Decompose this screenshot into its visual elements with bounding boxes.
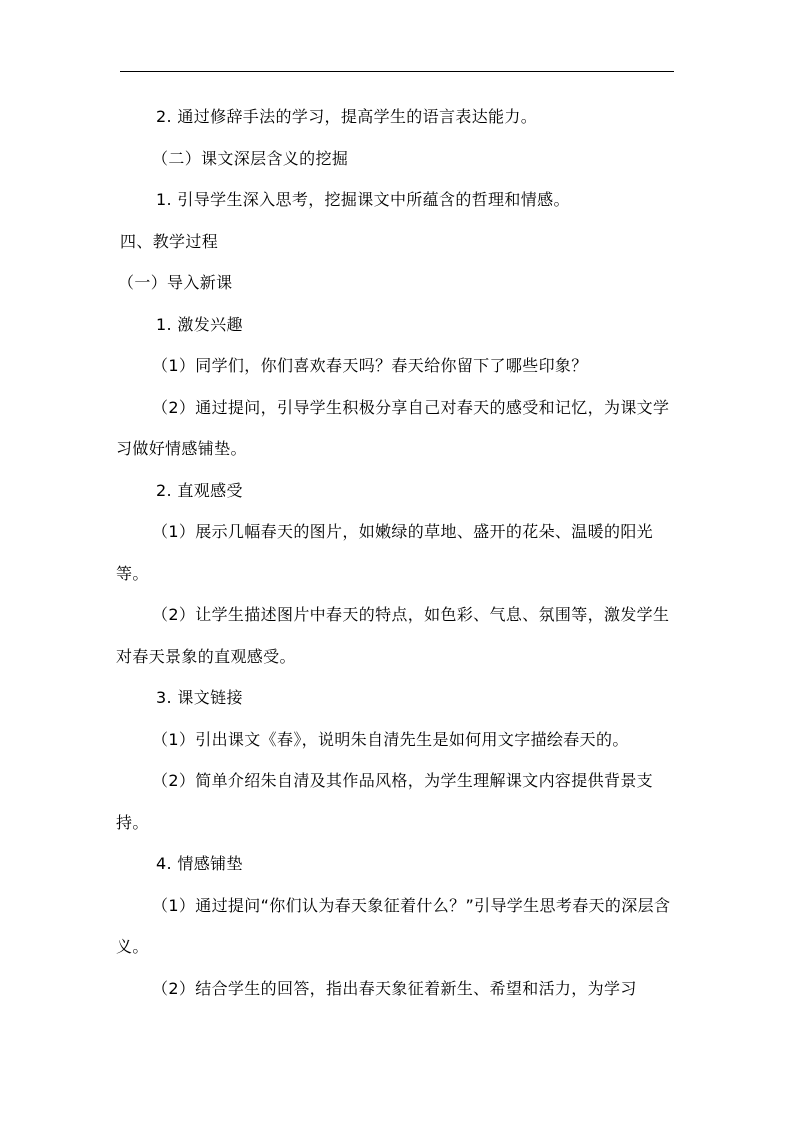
paragraph-link-2: （2）简单介绍朱自清及其作品风格，为学生理解课文内容提供背景支持。: [116, 771, 654, 832]
document-body: [116, 96, 674, 1009]
paragraph-emotion-1: （1）通过提问“你们认为春天象征着什么？”引导学生思考春天的深层含义。: [116, 895, 671, 956]
heading-text-link: 3. 课文链接: [156, 688, 243, 707]
heading-teaching-process: 四、教学过程: [120, 231, 219, 251]
heading-introduction: （一）导入新课: [118, 273, 233, 292]
paragraph-interest-2: （2）通过提问，引导学生积极分享自己对春天的感受和记忆，为课文学习做好情感铺垫。: [116, 397, 670, 458]
paragraph-link-1: （1）引出课文《春》，说明朱自清先生是如何用文字描绘春天的。: [152, 729, 629, 749]
paragraph-emotion-2: （2）结合学生的回答，指出春天象征着新生、希望和活力，为学习: [152, 978, 637, 998]
paragraph-visual-2: （2）让学生描述图片中春天的特点，如色彩、气息、氛围等，激发学生对春天景象的直观感受。: [116, 605, 670, 666]
paragraph-interest-1: （1）同学们，你们喜欢春天吗？春天给你留下了哪些印象？: [152, 356, 588, 375]
header-rule: [120, 71, 674, 72]
heading-stimulate-interest: 1. 激发兴趣: [156, 314, 243, 334]
paragraph-visual-1: （1）展示几幅春天的图片，如嫩绿的草地、盛开的花朵、温暖的阳光等。: [116, 522, 654, 583]
paragraph-deep-meaning-1: 1. 引导学生深入思考，挖掘课文中所蕴含的哲理和情感。: [156, 190, 570, 209]
heading-visual-perception: 2. 直观感受: [156, 480, 243, 500]
heading-emotional-foundation: 4. 情感铺垫: [156, 854, 243, 873]
paragraph-objective-2: 2. 通过修辞手法的学习，提高学生的语言表达能力。: [156, 107, 538, 126]
heading-section-deep-meaning: （二）课文深层含义的挖掘: [152, 148, 349, 168]
